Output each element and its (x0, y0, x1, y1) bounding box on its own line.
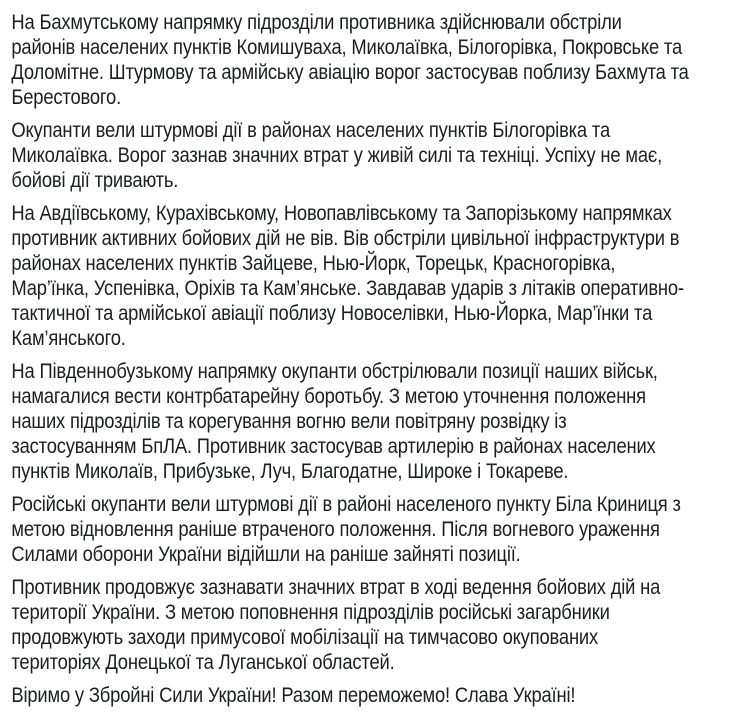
text-line: Миколаївка. Ворог зазнав значних втрат у живій силі та техніці. Успіху не має, (11, 144, 663, 167)
text-line: На Бахмутському напрямку підрозділи противника здійснювали обстріли (11, 11, 622, 34)
text-line: Російські окупанти вели штурмові дії в районі населеного пункту Біла Криниця з (11, 493, 681, 516)
text-line: На Авдіївському, Курахівському, Новопавлівському та Запорізькому напрямках (11, 202, 672, 225)
paragraph-avdiivka-directions (11, 201, 736, 351)
text-line: застосуванням БпЛА. Противник застосував артилерію в районах населених (11, 435, 656, 458)
text-line: Мар’їнка, Успенівка, Оріхів та Кам’янське. Завдавав ударів з літаків оперативно- (11, 277, 684, 300)
paragraph-pivdennobuzkyi-direction (11, 359, 736, 484)
paragraph-assault-actions (11, 118, 736, 193)
text-line: противник активних бойових дій не вів. Вів обстріли цивільної інфраструктури в (11, 227, 680, 250)
text-line: території України. З метою поповнення підрозділів російські загарбники (11, 601, 610, 624)
text-line: Противник продовжує зазнавати значних втрат в ході ведення бойових дій на (11, 576, 661, 599)
text-line: наших підрозділів та корегування вогню вели повітряну розвідку із (11, 410, 567, 433)
text-line: намагалися вести контрбатарейну боротьбу. З метою уточнення положення (11, 385, 646, 408)
text-line: бойові дії тривають. (11, 169, 179, 192)
paragraph-bakhmut-direction (11, 10, 736, 110)
text-line: тактичної та армійської авіації поблизу Новоселівки, Нью-Йорка, Мар’їнки та (11, 302, 653, 325)
text-line: територіях Донецької та Луганської областей. (11, 651, 395, 674)
text-line: районах населених пунктів Зайцеве, Нью-Йорк, Торецьк, Красногорівка, (11, 252, 616, 275)
text-line: пунктів Миколаїв, Прибузьке, Луч, Благодатне, Широке і Токареве. (11, 460, 569, 483)
paragraph-closing-slogan (11, 683, 736, 708)
text-line: Берестового. (11, 86, 122, 109)
text-line: районів населених пунктів Комишуваха, Миколаївка, Білогорівка, Покровське та (11, 36, 683, 59)
text-line: Віримо у Збройні Сили України! Разом переможемо! Слава Україні! (11, 684, 576, 707)
text-line: Окупанти вели штурмові дії в районах населених пунктів Білогорівка та (11, 119, 610, 142)
text-line: продовжують заходи примусової мобілізації на тимчасово окупованих (11, 626, 599, 649)
paragraph-bila-krynytsia (11, 492, 736, 567)
text-line: На Південнобузькому напрямку окупанти обстрілювали позиції наших військ, (11, 360, 658, 383)
text-line: Кам’янського. (11, 327, 126, 350)
paragraph-enemy-losses (11, 575, 736, 675)
text-line: Силами оборони України відійшли на раніше зайняті позиції. (11, 543, 521, 566)
text-line: метою відновлення раніше втраченого положення. Після вогневого ураження (11, 518, 660, 541)
text-line: Доломітне. Штурмову та армійську авіацію ворог застосував поблизу Бахмута та (11, 61, 689, 84)
